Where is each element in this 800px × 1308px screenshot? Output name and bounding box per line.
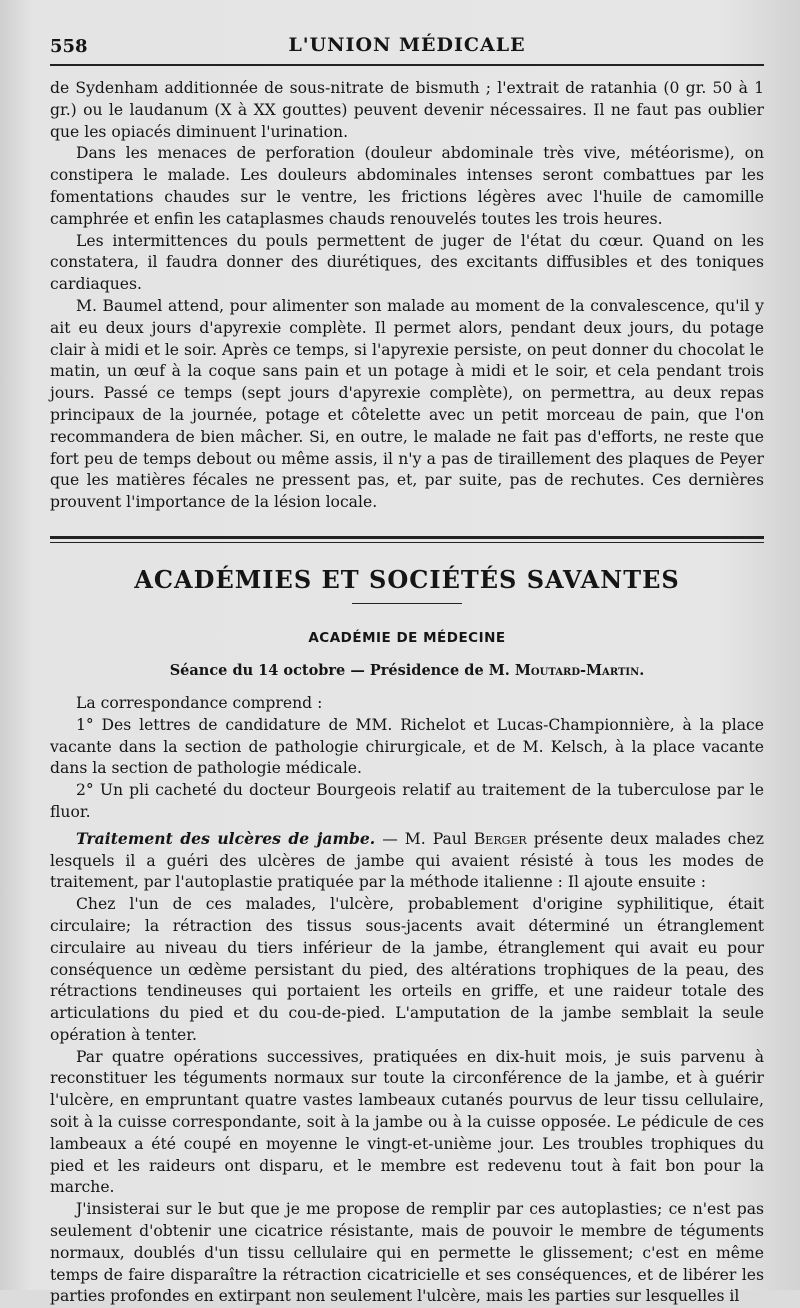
paragraph: Chez l'un de ces malades, l'ulcère, probablement d'origine syphilitique, était circulaire; la rétraction des tissus sous-jacents avait déterminé un étranglement circulaire au niveau du tiers inférieur de la jambe, étranglement qui avait eu pour conséquence un œdème persistant du pied, des altérations trophiques de la peau, des rétractions tendineuses qui portaient les orteils en griffe, et une raideur totale des articulations du pied et du cou-de-pied. L'amputation de la jambe semblait la seule opération à tenter. (50, 895, 764, 1044)
article-lead-text: présente deux malades chez lesquels il a guéri des ulcères de jambe qui avaient résisté à tous les modes de traitement, par l'autoplastie pratiquée par la méthode italienne : Il ajoute ensuite : (50, 829, 764, 892)
paragraph: J'insisterai sur le but que je me propose de remplir par ces autoplasties; ce n'est pas seulement d'obtenir une cicatrice résistante, mais de pouvoir le membre de téguments normaux, doublés d'un tissu cellulaire qui en permette le glissement; c'est en même temps de faire disparaître la rétraction cicatricielle et ses conséquences, et de libérer les parties profondes en extirpant non seulement l'ulcère, mais les parties sur lesquelles il (50, 1200, 764, 1306)
speaker-prefix: — M. Paul (375, 829, 474, 848)
top-text-block (50, 78, 764, 514)
section-divider (50, 536, 764, 543)
article-block (50, 828, 764, 1308)
title-underline (352, 603, 462, 604)
seance-line (50, 662, 764, 679)
paragraph: M. Baumel attend, pour alimenter son malade au moment de la convalescence, qu'il y ait eu deux jours d'apyrexie complète. Il permet alors, pendant deux jours, du potage clair à midi et le soir. Après ce temps, si l'apyrexie persiste, on peut donner du chocolat le matin, un œuf à la coque sans pain et un potage à midi et le soir, et cela pendant trois jours. Passé ce temps (sept jours d'apyrexie complète), on permettra, au deux repas principaux de la journée, potage et côtelette avec un petit morceau de pain, que l'on recommandera de bien mâcher. Si, en outre, le malade ne fait pas d'efforts, ne reste que fort peu de temps debout ou même assis, il n'y a pas de tiraillement des plaques de Peyer que les matières fécales ne pressent pas, et, par suite, pas de rechutes. Ces dernières prouvent l'importance de la lésion locale. (50, 296, 764, 512)
correspondance-intro: La correspondance comprend : (76, 693, 323, 712)
running-head (50, 30, 764, 64)
paragraph: Dans les menaces de perforation (douleur abdominale très vive, météorisme), on constipera le malade. Les douleurs abdominales intenses seront combattues par les fomentations chaudes sur le ventre, les frictions légères avec l'huile de camomille camphrée et enfin les cataplasmes chauds renouvelés toutes les trois heures. (50, 144, 764, 228)
section-title: ACADÉMIES ET SOCIÉTÉS SAVANTES (134, 564, 680, 594)
header-rule (50, 64, 764, 66)
page-number: 558 (50, 36, 88, 57)
article-lead (50, 828, 764, 894)
paragraph: Les intermittences du pouls permettent de juger de l'état du cœur. Quand on les constatera, il faudra donner des diurétiques, des excitants diffusibles et des toniques cardiaques. (50, 231, 764, 294)
paragraph: de Sydenham additionnée de sous-nitrate de bismuth ; l'extrait de ratanhia (0 gr. 50 à 1 gr.) ou le laudanum (X à XX gouttes) peuvent devenir nécessaires. Il ne faut pas oublier que les opiacés diminuent l'urination. (50, 79, 764, 141)
president-name: Moutard-Martin (514, 661, 640, 679)
correspondance-block (50, 693, 764, 824)
correspondance-item: 2° Un pli cacheté du docteur Bourgeois relatif au traitement de la tuberculose par le fluor. (50, 781, 764, 821)
correspondance-item: 1° Des lettres de candidature de MM. Richelot et Lucas-Championnière, à la place vacante dans la section de pathologie chirurgicale, et de M. Kelsch, à la place vacante dans la section de pathologie médicale. (50, 715, 764, 778)
speaker-name: Berger (473, 829, 527, 848)
paragraph: Par quatre opérations successives, pratiquées en dix-huit mois, je suis parvenu à reconstituer les téguments normaux sur toute la circonférence de la jambe, et à guérir l'ulcère, en empruntant quatre vastes lambeaux cutanés pourvus de leur tissu cellulaire, soit à la cuisse correspondante, soit à la jambe ou à la cuisse opposée. Le pédicule de ces lambeaux a été coupé en moyenne le vingt-et-unième jour. Les troubles trophiques du pied et les raideurs ont disparu, et le membre est redevenu tout à fait bon pour la marche. (50, 1047, 764, 1197)
journal-title: L'UNION MÉDICALE (288, 34, 526, 56)
seance-prefix: Séance du 14 octobre — Présidence de M. (169, 661, 515, 679)
subsection-title: ACADÉMIE DE MÉDECINE (308, 629, 506, 646)
article-title: Traitement des ulcères de jambe. (76, 828, 376, 848)
seance-suffix: . (639, 661, 645, 679)
